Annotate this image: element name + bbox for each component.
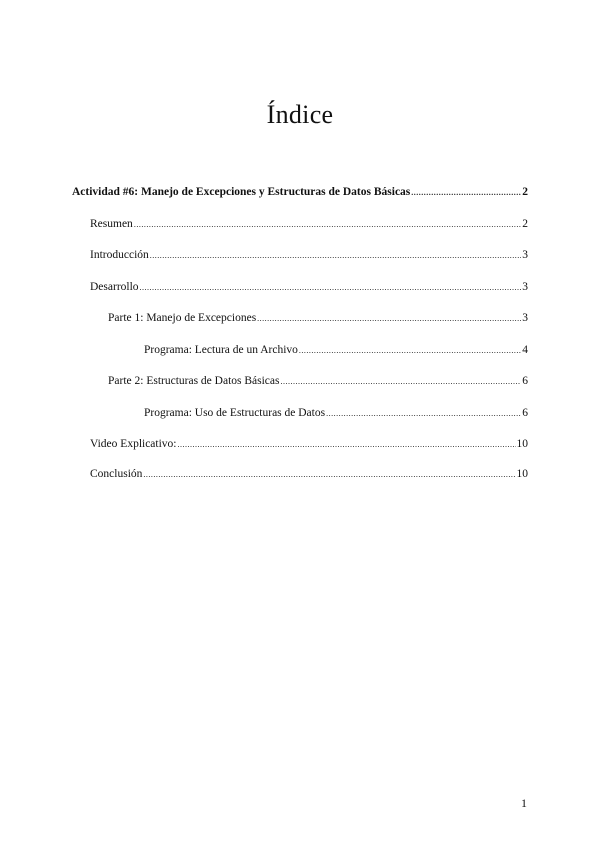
toc-dot-leader	[140, 283, 522, 292]
page-title: Índice	[266, 100, 334, 129]
toc-entry-parte-1[interactable]	[72, 312, 528, 332]
toc-entry-video[interactable]	[72, 438, 528, 458]
toc-entry-page: 3	[522, 281, 528, 293]
toc-dot-leader	[326, 409, 521, 418]
toc-entry-programa-estructuras[interactable]	[72, 407, 528, 427]
toc-entry-label: Parte 1: Manejo de Excepciones	[108, 312, 257, 324]
toc-entry-page: 10	[516, 438, 528, 450]
toc-entry-label: Resumen	[90, 218, 133, 230]
toc-dot-leader	[143, 470, 515, 479]
toc-entry-introduccion[interactable]	[72, 249, 528, 269]
toc-entry-page: 6	[522, 407, 528, 419]
toc-entry-label: Introducción	[90, 249, 149, 261]
toc-dot-leader	[150, 251, 521, 260]
toc-entry-label: Programa: Uso de Estructuras de Datos	[144, 407, 326, 419]
toc-entry-resumen[interactable]	[72, 218, 528, 238]
toc-entry-desarrollo[interactable]	[72, 281, 528, 301]
toc-entry-page: 10	[516, 468, 528, 480]
toc-dot-leader	[178, 440, 516, 449]
toc-entry-page: 6	[522, 375, 528, 387]
toc-dot-leader	[299, 346, 521, 355]
toc-entry-page: 3	[522, 312, 528, 324]
toc-entry-label: Video Explicativo:	[90, 438, 177, 450]
toc-entry-programa-lectura[interactable]	[72, 344, 528, 364]
toc-entry-page: 2	[522, 186, 528, 198]
toc-entry-conclusion[interactable]	[72, 468, 528, 488]
toc-entry-label: Actividad #6: Manejo de Excepciones y Estructuras de Datos Básicas	[72, 186, 411, 198]
toc-dot-leader	[411, 188, 521, 197]
toc-entry-page: 3	[522, 249, 528, 261]
toc-entry-label: Desarrollo	[90, 281, 139, 293]
toc-entry-actividad[interactable]	[72, 186, 528, 206]
toc-entry-label: Programa: Lectura de un Archivo	[144, 344, 298, 356]
toc-dot-leader	[257, 314, 521, 323]
toc-entry-parte-2[interactable]	[72, 375, 528, 395]
toc-entry-label: Parte 2: Estructuras de Datos Básicas	[108, 375, 280, 387]
toc-entry-page: 2	[522, 218, 528, 230]
toc-dot-leader	[281, 377, 522, 386]
toc-dot-leader	[134, 220, 521, 229]
toc-entry-page: 4	[522, 344, 528, 356]
toc-entry-label: Conclusión	[90, 468, 143, 480]
page-number: 1	[521, 796, 527, 810]
